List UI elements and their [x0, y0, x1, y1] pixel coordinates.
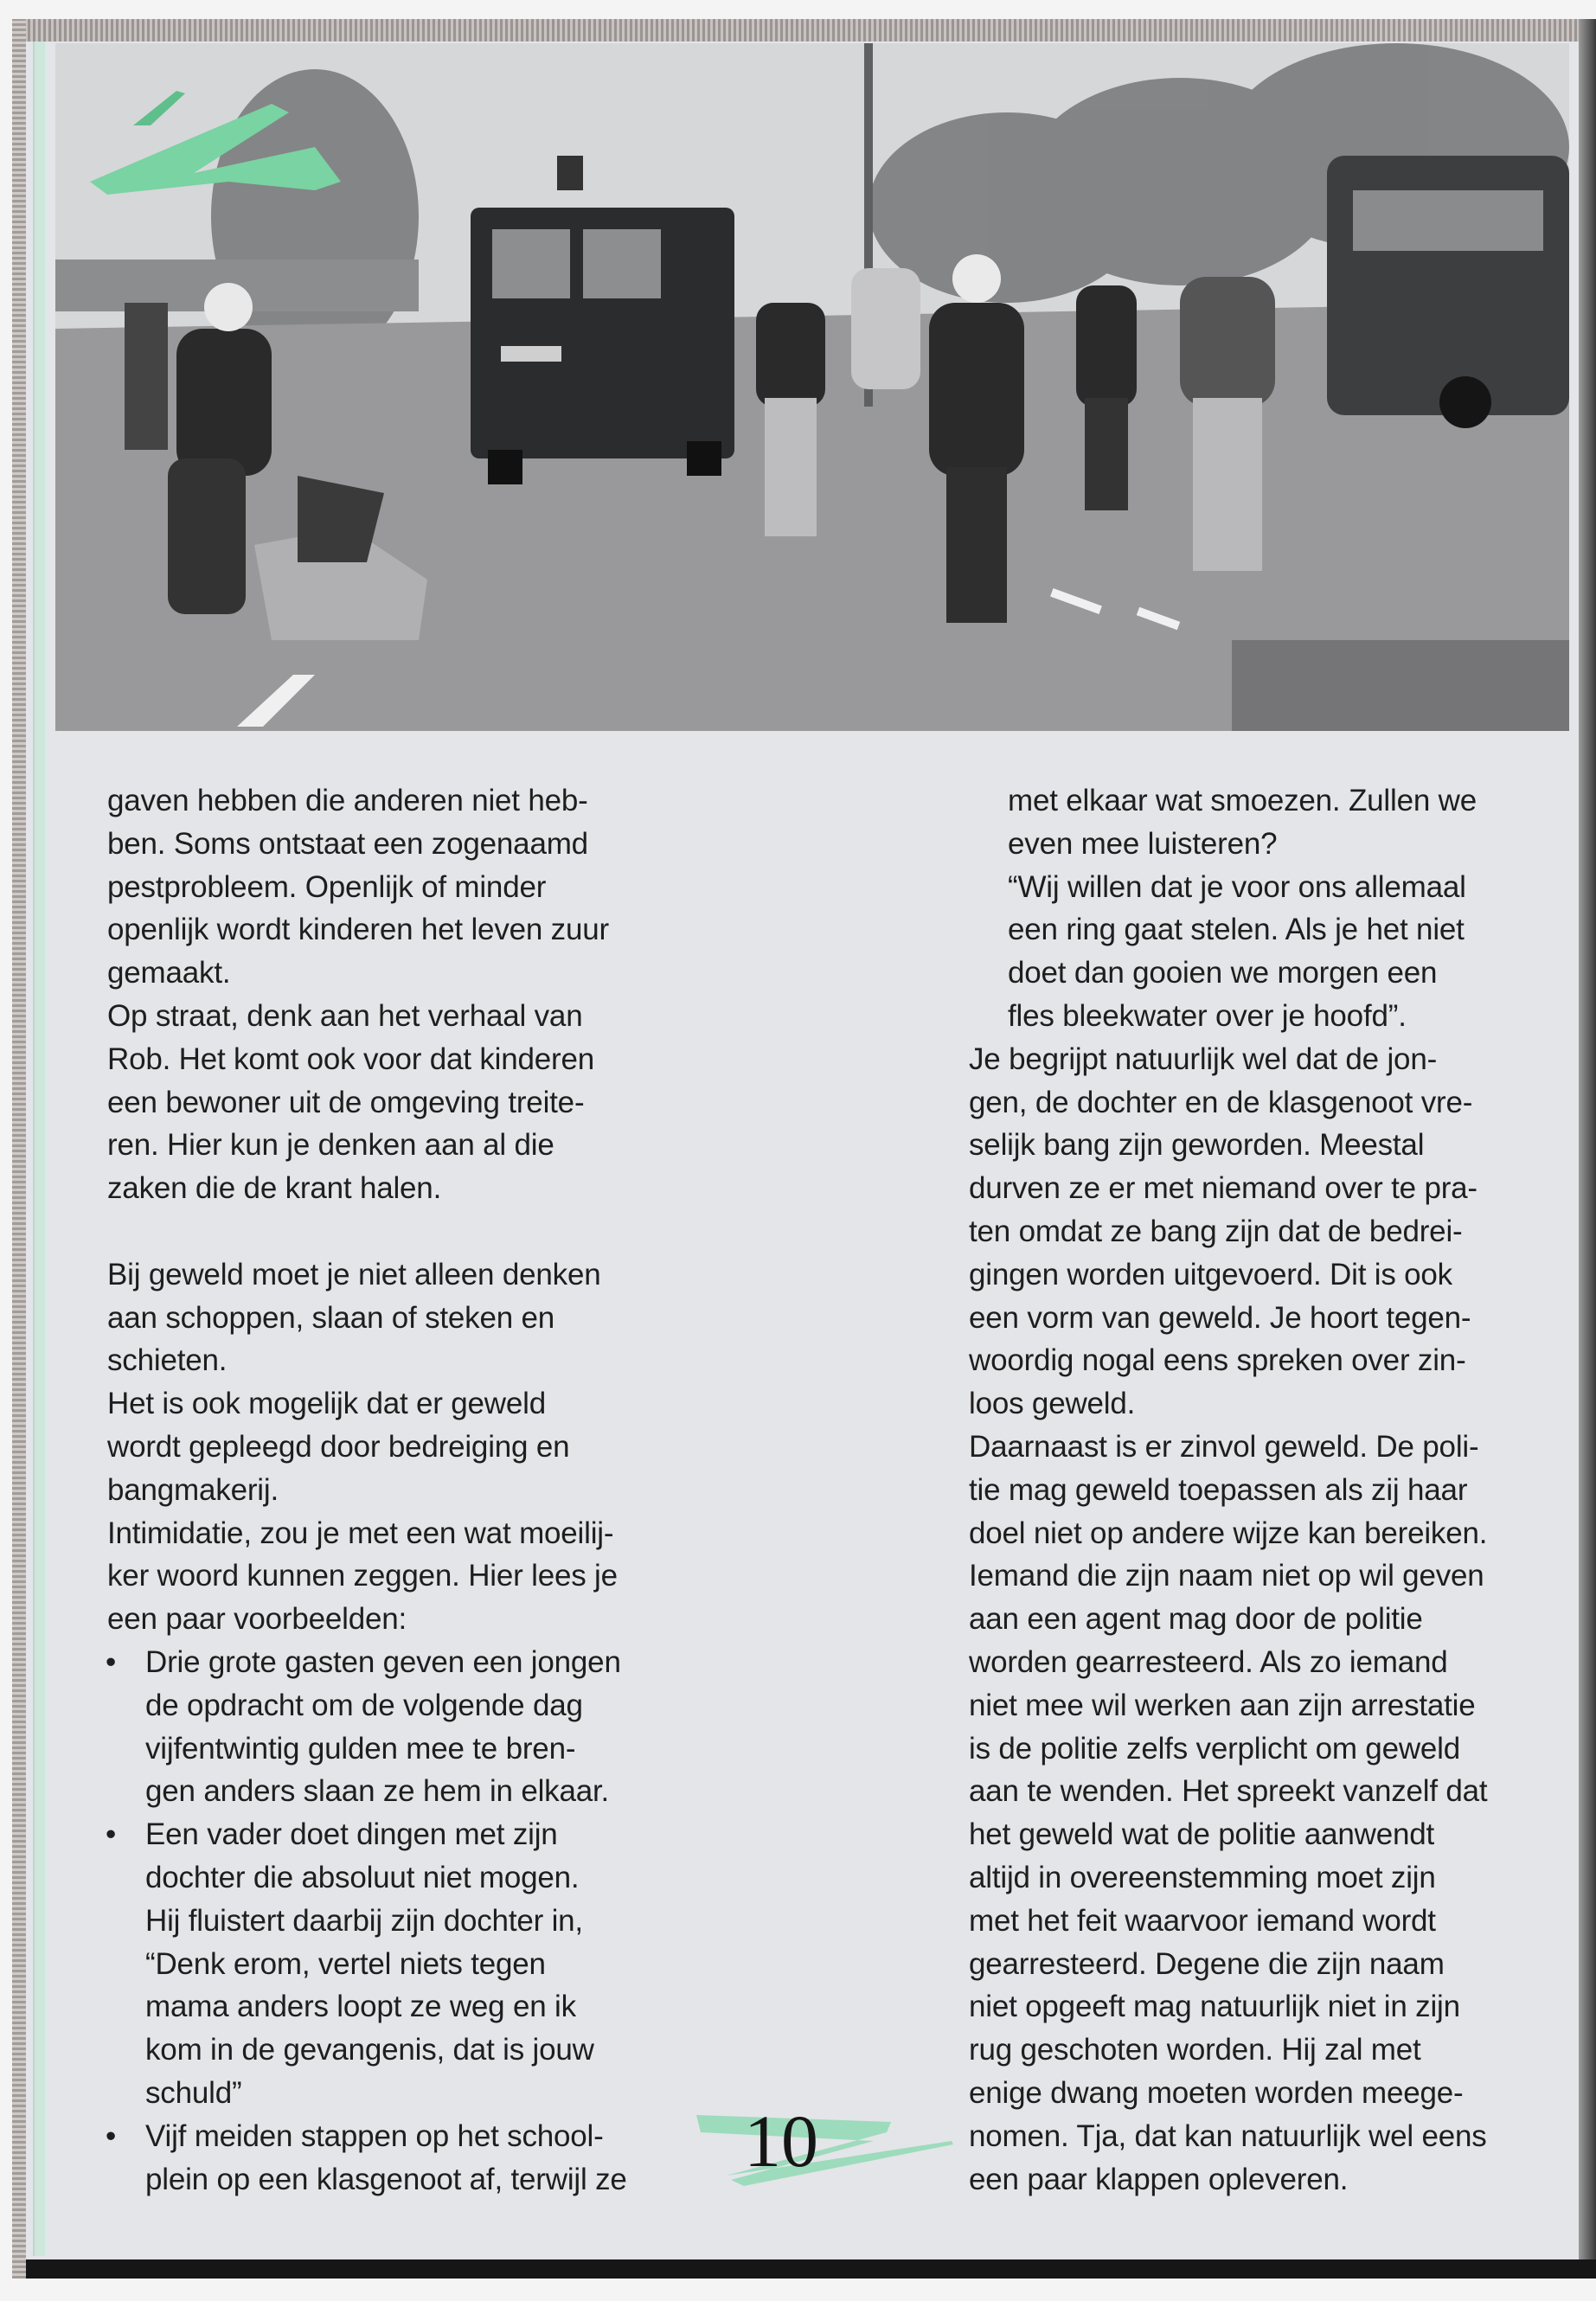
bullet-icon: •: [106, 1645, 117, 1679]
text-line: tie mag geweld toepassen als zij haar: [969, 1472, 1468, 1507]
text-line: aan een agent mag door de politie: [969, 1602, 1423, 1637]
text-line: zaken die de krant halen.: [107, 1171, 442, 1206]
text-line: een paar klappen opleveren.: [969, 2162, 1349, 2196]
text-line: openlijk wordt kinderen het leven zuur: [107, 913, 609, 947]
green-brush-stroke-icon: [692, 2106, 969, 2193]
bullet-icon: •: [106, 1817, 117, 1852]
bullet-icon: •: [106, 2118, 117, 2153]
text-line: doel niet op andere wijze kan bereiken.: [969, 1516, 1488, 1550]
text-line: even mee luisteren?: [1008, 826, 1278, 861]
text-line: ker woord kunnen zeggen. Hier lees je: [107, 1559, 618, 1593]
bullet-text-line: mama anders loopt ze weg en ik: [145, 1990, 576, 2024]
text-line: worden gearresteerd. Als zo iemand: [969, 1645, 1448, 1679]
text-line: wordt gepleegd door bedreiging en: [107, 1430, 570, 1464]
text-line: een paar voorbeelden:: [107, 1602, 407, 1637]
bullet-text-line: Hij fluistert daarbij zijn dochter in,: [145, 1903, 583, 1938]
bullet-text-line: schuld”: [145, 2076, 242, 2110]
page-frame-top: [12, 19, 1596, 42]
text-line: niet opgeeft mag natuurlijk niet in zijn: [969, 1990, 1460, 2024]
bullet-text-line: vijfentwintig gulden mee te bren-: [145, 1731, 576, 1766]
text-line: ten omdat ze bang zijn dat de bedrei-: [969, 1215, 1463, 1248]
page-bottom-edge: [26, 2259, 1596, 2279]
text-line: durven ze er met niemand over te pra-: [969, 1171, 1477, 1206]
text-line: loos geweld.: [969, 1387, 1136, 1421]
bus: [1327, 156, 1569, 428]
page-frame-left: [12, 19, 26, 2279]
text-line: gen, de dochter en de klasgenoot vre-: [969, 1085, 1473, 1119]
text-line: Op straat, denk aan het verhaal van: [107, 999, 583, 1033]
text-line: Het is ook mogelijk dat er geweld: [107, 1387, 546, 1421]
bullet-text-line: gen anders slaan ze hem in elkaar.: [145, 1774, 610, 1809]
spine-edge: [33, 42, 47, 2256]
bullet-text-line: Vijf meiden stappen op het school-: [145, 2118, 604, 2153]
bullet-text-line: dochter die absoluut niet mogen.: [145, 1861, 580, 1894]
text-line: Daarnaast is er zinvol geweld. De poli-: [969, 1430, 1479, 1464]
text-line: fles bleekwater over je hoofd”.: [1008, 999, 1407, 1033]
text-line: Intimidatie, zou je met een wat moeilij-: [107, 1516, 614, 1550]
text-line: gearresteerd. Degene die zijn naam: [969, 1946, 1445, 1981]
text-line: nomen. Tja, dat kan natuurlijk wel eens: [969, 2118, 1487, 2153]
text-line: gaven hebben die anderen niet heb-: [107, 784, 588, 817]
text-line: ren. Hier kun je denken aan al die: [107, 1128, 554, 1163]
text-line: is de politie zelfs verplicht om geweld: [969, 1731, 1461, 1766]
page-right-edge: [1579, 19, 1596, 2279]
text-line: pestprobleem. Openlijk of minder: [107, 869, 547, 904]
bullet-text-line: plein op een klasgenoot af, terwijl ze: [145, 2162, 627, 2196]
text-line: rug geschoten worden. Hij zal met: [969, 2033, 1421, 2067]
text-line: Iemand die zijn naam niet op wil geven: [969, 1559, 1484, 1593]
text-line: enige dwang moeten worden meege-: [969, 2076, 1464, 2110]
riot-police-photo: [55, 43, 1569, 731]
bullet-text-line: de opdracht om de volgende dag: [145, 1688, 583, 1722]
text-line: gingen worden uitgevoerd. Dit is ook: [969, 1257, 1452, 1292]
text-line: selijk bang zijn geworden. Meestal: [969, 1128, 1425, 1163]
bullet-text-line: “Denk erom, vertel niets tegen: [145, 1946, 546, 1981]
text-line: niet mee wil werken aan zijn arrestatie: [969, 1688, 1476, 1722]
text-line: schieten.: [107, 1343, 228, 1378]
bullet-text-line: Een vader doet dingen met zijn: [145, 1817, 558, 1852]
text-line: een ring gaat stelen. Als je het niet: [1008, 913, 1465, 947]
text-line: het geweld wat de politie aanwendt: [969, 1817, 1435, 1852]
text-line: bangmakerij.: [107, 1472, 279, 1507]
text-line: met elkaar wat smoezen. Zullen we: [1008, 784, 1477, 817]
text-line: een vorm van geweld. Je hoort tegen-: [969, 1300, 1471, 1335]
text-line: “Wij willen dat je voor ons allemaal: [1008, 869, 1466, 904]
text-line: een bewoner uit de omgeving treite-: [107, 1085, 585, 1119]
text-line: gemaakt.: [107, 956, 231, 990]
text-line: aan schoppen, slaan of steken en: [107, 1300, 555, 1335]
text-line: met het feit waarvoor iemand wordt: [969, 1903, 1436, 1938]
text-line: woordig nogal eens spreken over zin-: [969, 1343, 1466, 1378]
page-number: 10: [744, 2099, 818, 2182]
text-line: altijd in overeenstemming moet zijn: [969, 1861, 1436, 1894]
text-line: aan te wenden. Het spreekt vanzelf dat: [969, 1774, 1488, 1809]
bullet-text-line: kom in de gevangenis, dat is jouw: [145, 2033, 594, 2067]
bullet-text-line: Drie grote gasten geven een jongen: [145, 1645, 621, 1679]
text-line: Rob. Het komt ook voor dat kinderen: [107, 1042, 595, 1076]
text-line: Bij geweld moet je niet alleen denken: [107, 1257, 601, 1292]
text-line: ben. Soms ontstaat een zogenaamd: [107, 826, 588, 861]
text-line: doet dan gooien we morgen een: [1008, 956, 1438, 990]
text-line: Je begrijpt natuurlijk wel dat de jon-: [969, 1042, 1438, 1076]
